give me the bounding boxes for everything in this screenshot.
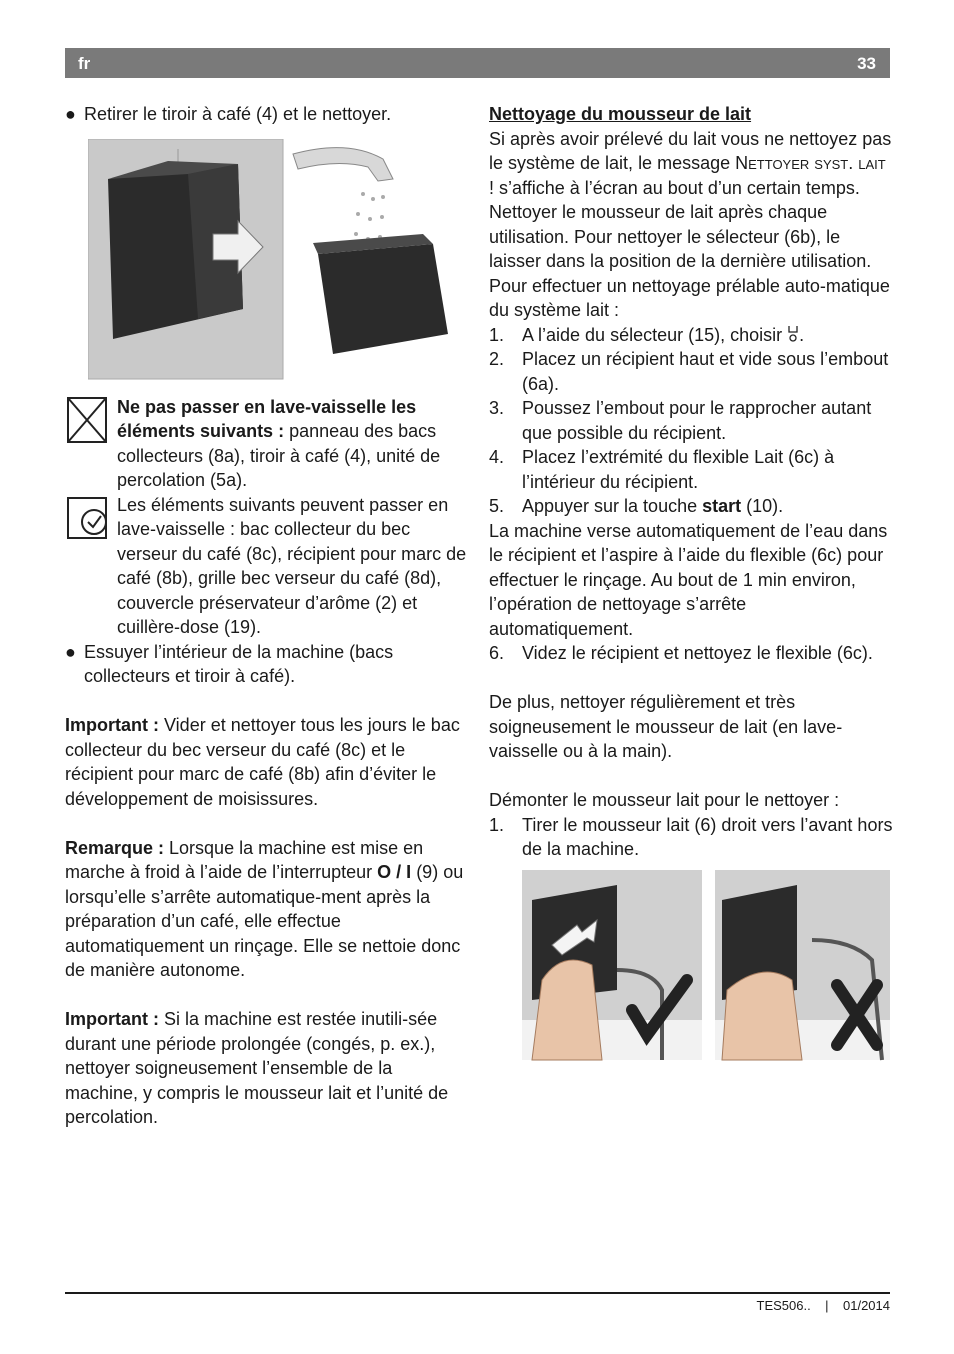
dishwasher-yes-text: Les éléments suivants peuvent passer en lave-vaisselle : bac collecteur du bec verseur du café (8c), récipient pour marc de café (8b), grille bec verseur du café (8d), couvercle préservateur d’arôme (2) et cuillère-dose (19). [117,494,467,637]
list-item: 5. Appuyer sur la touche start (10). [489,496,784,516]
dishwasher-not-allowed-note [65,395,470,493]
bullet-item [65,102,470,127]
bullet-text: Essuyer l’intérieur de la machine (bacs collecteurs et tiroir à café). [84,641,394,686]
bullet-icon: ● [65,104,76,124]
important-note-1: Important : Vider et nettoyer tous les jours le bac collecteur du bec verseur du café (8c) et le récipient pour marc de café (8b) afin d’éviter le développement de moisissures. [65,715,460,809]
power-switch-label: O / I [377,862,412,882]
dishwasher-allowed-note [65,493,470,640]
dishwasher-no-label: Ne pas passer en lave-vaisselle les éléments suivants : [117,396,417,441]
frother-figure [489,870,894,1066]
coffee-drawer-illustration [88,139,468,384]
paragraph: Nettoyer le mousseur de lait après chaque utilisation. Pour nettoyer le sélecteur (6b), le laisser dans la position de la dernière utilisation. [489,202,872,271]
list-item: 4. Placez l’extrémité du flexible Lait (6c) à l’intérieur du récipient. [489,447,835,492]
milk-cleaning-symbol-icon [787,325,799,343]
steps-list [489,323,894,519]
steps-list [489,641,894,666]
drawer-figure [65,139,470,395]
important-note-2: Important : Si la machine est restée inutili-sée durant une période prolongée (congés, p. ex.), nettoyer soigneusement l’ensemble de la machine, y compris le mousseur lait et l’unité de percolation. [65,1009,449,1127]
left-column [65,102,470,1130]
remark-label: Remarque : [65,837,165,858]
footer-divider [65,1292,890,1294]
important-label: Important : [65,1009,159,1029]
remark-note: Remarque : Lorsque la machine est mise en marche à froid à l’aide de l’interrupteur O / I (9) ou lorsqu’elle s’arrête automatique-ment après la préparation d’un café, elle effectue automatiquement un rinçage. Elle se nettoie donc de manière autonome. [65,837,464,980]
list-item: 1. A l’aide du sélecteur (15), choisir . [489,324,805,345]
bullet-item [65,640,470,689]
dishwasher-check-icon [65,493,109,545]
paragraph: Démonter le mousseur lait pour le nettoyer : [489,790,840,810]
language-code: fr [78,54,91,73]
bullet-icon: ● [65,641,76,662]
paragraph: De plus, nettoyer régulièrement et très soigneusement le mousseur de lait (en lave-vaisselle ou à la main). [489,692,843,761]
start-key-label: start [702,496,742,516]
publication-date: 01/2014 [843,1298,890,1313]
list-item: 3. Poussez l’embout pour le rapprocher autant que possible du récipient. [489,398,872,443]
paragraph: Si après avoir prélevé du lait vous ne nettoyez pas le système de lait, le message Nettoyer syst. lait ! s’affiche à l’écran au bout d’un certain temps. [489,128,892,198]
page-footer [757,1298,891,1313]
page-number: 33 [857,54,876,73]
steps-list [489,813,894,862]
display-message: Nettoyer syst. lait ! [489,153,886,198]
model-number: TES506.. [756,1298,811,1313]
bullet-text: Retirer le tiroir à café (4) et le nettoyer. [84,104,392,124]
important-label: Important : [65,715,159,735]
list-item: 2. Placez un récipient haut et vide sous l’embout (6a). [489,349,889,394]
frother-removal-illustration [522,870,892,1062]
dishwasher-no-text: panneau des bacs collecteurs (8a), tiroir à café (4), unité de percolation (5a). [117,421,441,490]
paragraph: Pour effectuer un nettoyage prélable auto-matique du système lait : [489,275,890,320]
no-dishwasher-icon [65,395,109,447]
list-item: 1. Tirer le mousseur lait (6) droit vers l’avant hors de la machine. [489,814,893,859]
footer-separator: | [825,1298,829,1313]
paragraph: La machine verse automatiquement de l’eau dans le récipient et l’aspire à l’aide du flexible (6c) pour effectuer le rinçage. Au bout de 1 min environ, l’opération de nettoyage s’arrête automatiquement. [489,520,888,639]
list-item: 6. Videz le récipient et nettoyez le flexible (6c). [489,643,873,663]
page-header [65,48,890,78]
section-title: Nettoyage du mousseur de lait [489,104,752,124]
right-column [489,102,894,1066]
